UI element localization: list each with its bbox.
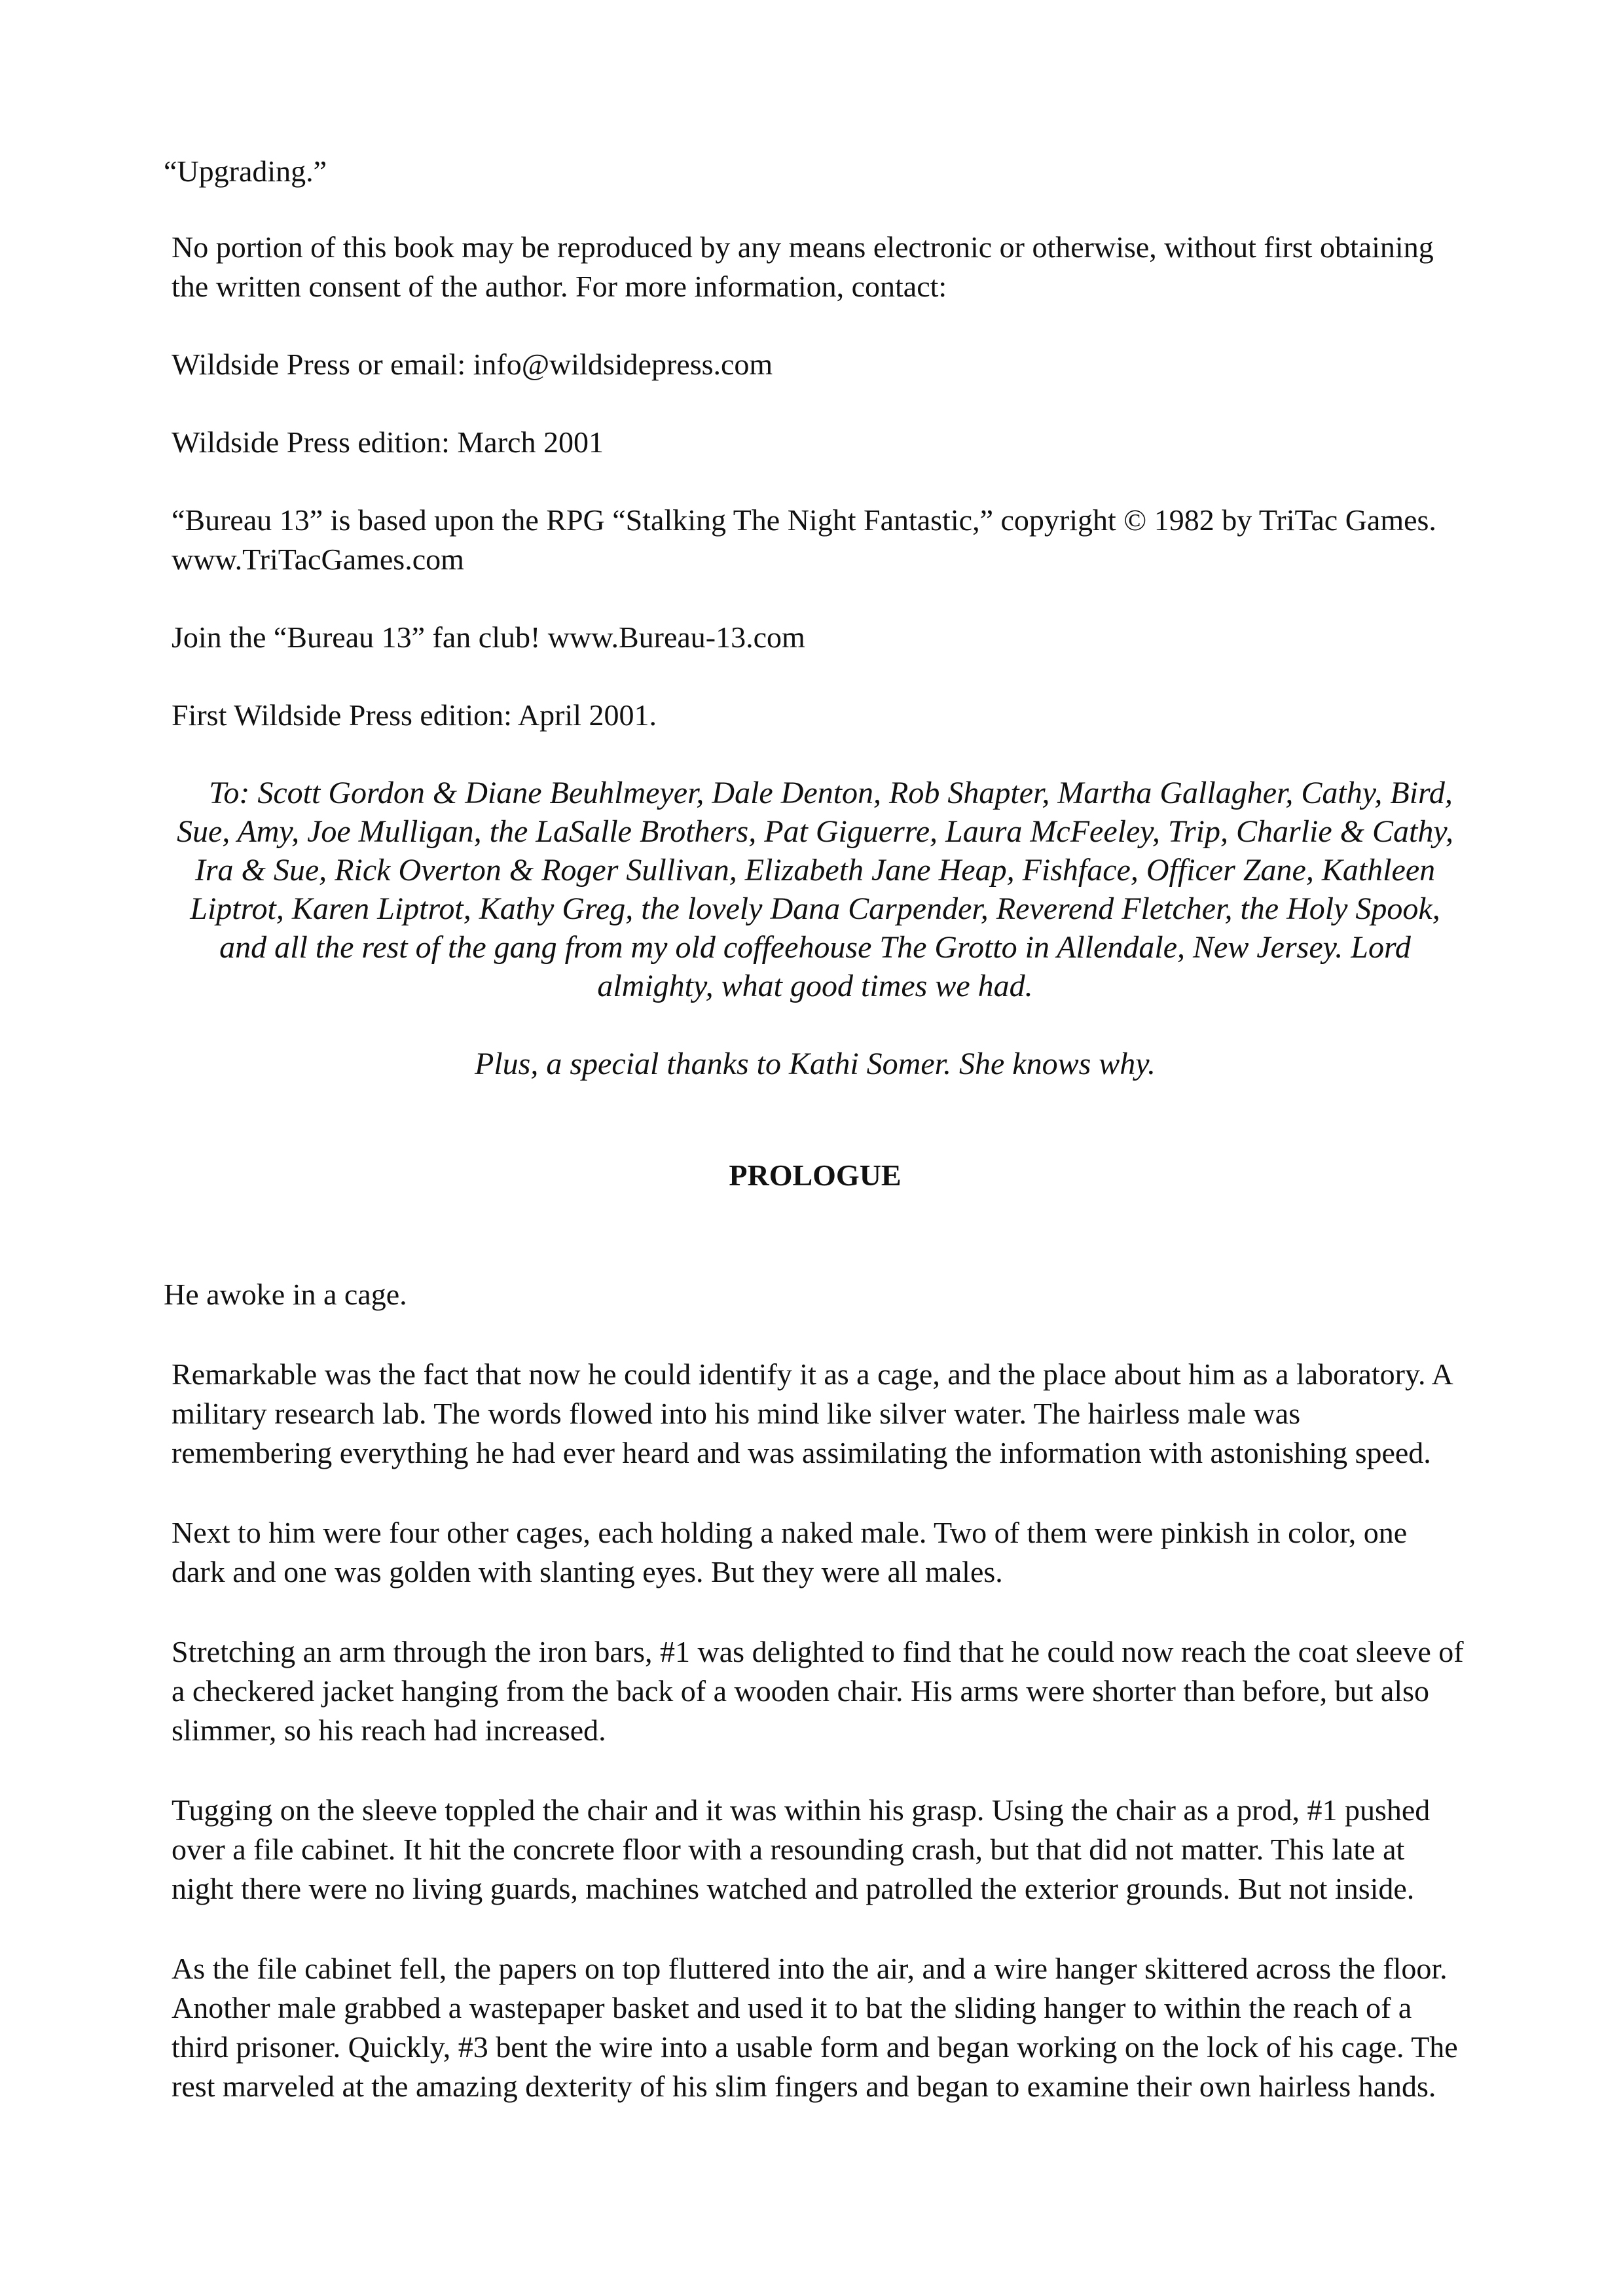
- dedication-text: To: Scott Gordon & Diane Beuhlmeyer, Dale Denton, Rob Shapter, Martha Gallagher, Cathy, Bird, Sue, Amy, Joe Mulligan, the LaSalle Brothers, Pat Giguerre, Laura McFeeley, Trip, Charlie & Cathy, Ira & Sue, Rick Overton & Roger Sullivan, Elizabeth Jane Heap, Fishface, Officer Zane, Kathleen Liptrot, Karen Liptrot, Kathy Greg, the lovely Dana Carpender, Reverend Fletcher, the Holy Spook, and all the rest of the gang from my old coffeehouse The Grotto in Allendale, New Jersey. Lord almighty, what good times we had.: [176, 776, 1454, 1003]
- rpg-note: “Bureau 13” is based upon the RPG “Stalking The Night Fantastic,” copyright © 1982 by TriTac Games. www.TriTacGames.com: [172, 503, 1436, 576]
- upgrading-line: “Upgrading.”: [164, 154, 327, 188]
- rights-notice: No portion of this book may be reproduced by any means electronic or otherwise, without first obtaining the written consent of the author. For more information, contact:: [172, 230, 1434, 303]
- first-edition-line: First Wildside Press edition: April 2001.: [172, 698, 657, 732]
- contact-line: Wildside Press or email: info@wildsidepress.com: [172, 348, 773, 381]
- dedication: [164, 774, 1467, 1005]
- special-thanks: Plus, a special thanks to Kathi Somer. She knows why.: [475, 1047, 1156, 1081]
- chapter-heading: PROLOGUE: [729, 1158, 902, 1192]
- body-paragraph: He awoke in a cage.: [164, 1278, 407, 1311]
- body-paragraph: Remarkable was the fact that now he could identify it as a cage, and the place about him as a laboratory. A military research lab. The words flowed into his mind like silver water. The hairless male was remembering everything he had ever heard and was assimilating the information with astonishing speed.: [172, 1357, 1452, 1469]
- fan-club-line: Join the “Bureau 13” fan club! www.Bureau-13.com: [172, 620, 805, 654]
- body-paragraph: As the file cabinet fell, the papers on top fluttered into the air, and a wire hanger skittered across the floor. Another male grabbed a wastepaper basket and used it to bat the sliding hanger to within the reach of a third prisoner. Quickly, #3 bent the wire into a usable form and began working on the lock of his cage. The rest marveled at the amazing dexterity of his slim fingers and began to examine their own hairless hands.: [172, 1952, 1458, 2103]
- edition-line: Wildside Press edition: March 2001: [172, 425, 604, 459]
- body-paragraph: Next to him were four other cages, each holding a naked male. Two of them were pinkish in color, one dark and one was golden with slanting eyes. But they were all males.: [172, 1516, 1408, 1588]
- body-paragraph: Stretching an arm through the iron bars, #1 was delighted to find that he could now reach the coat sleeve of a checkered jacket hanging from the back of a wooden chair. His arms were shorter than before, but also slimmer, so his reach had increased.: [172, 1635, 1464, 1747]
- page-content: [164, 152, 1467, 2147]
- body-paragraph: Tugging on the sleeve toppled the chair and it was within his grasp. Using the chair as a prod, #1 pushed over a file cabinet. It hit the concrete floor with a resounding crash, but that did not matter. This late at night there were no living guards, machines watched and patrolled the exterior grounds. But not inside.: [172, 1793, 1431, 1905]
